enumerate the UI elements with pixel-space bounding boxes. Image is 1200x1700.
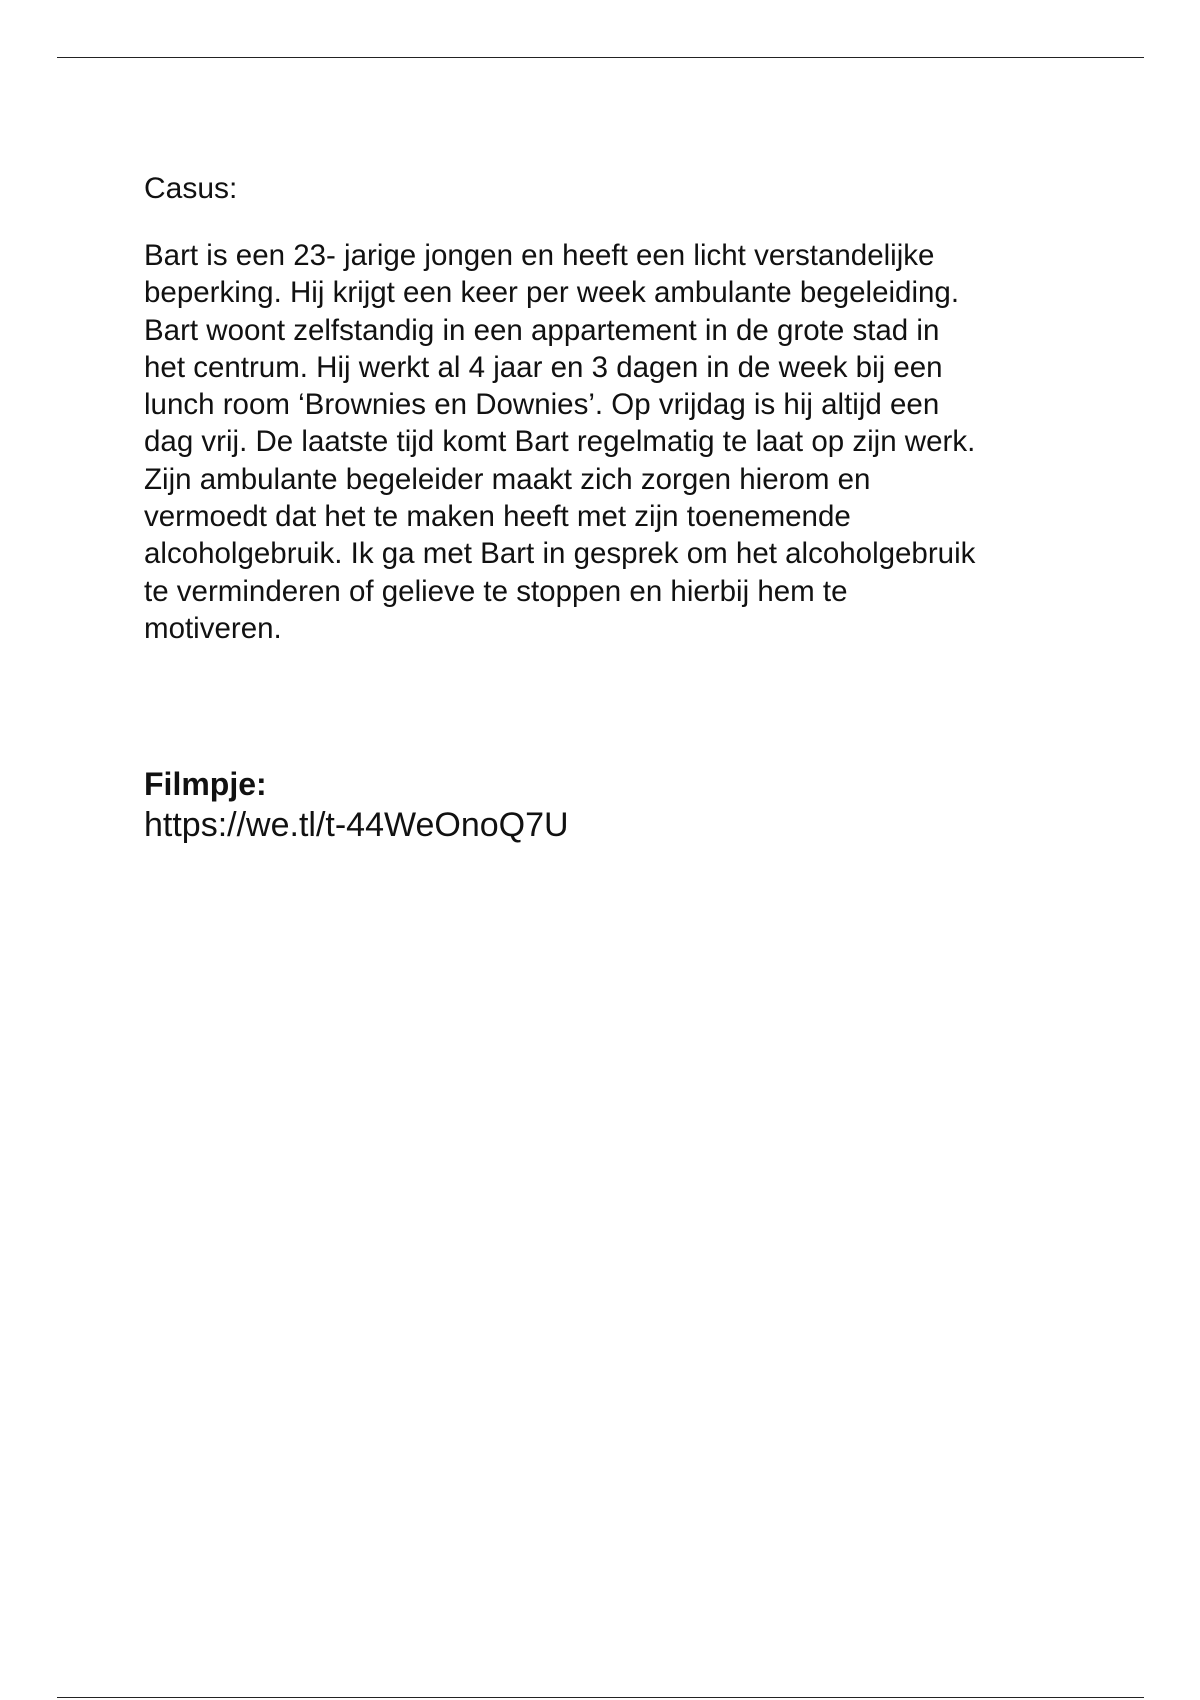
film-link[interactable]: https://we.tl/t-44WeOnoQ7U xyxy=(144,806,569,844)
casus-line: motiveren. xyxy=(144,611,282,645)
casus-section xyxy=(144,170,1074,647)
film-section xyxy=(144,764,569,846)
casus-line: te verminderen of gelieve te stoppen en hierbij hem te xyxy=(144,574,848,608)
top-divider xyxy=(57,57,1144,58)
casus-line: dag vrij. De laatste tijd komt Bart regelmatig te laat op zijn werk. xyxy=(144,425,976,459)
casus-line: Bart woont zelfstandig in een appartement in de grote stad in xyxy=(144,313,940,347)
casus-heading: Casus: xyxy=(144,172,238,205)
casus-line: het centrum. Hij werkt al 4 jaar en 3 dagen in de week bij een xyxy=(144,350,943,384)
casus-line: beperking. Hij krijgt een keer per week ambulante begeleiding. xyxy=(144,276,960,310)
casus-line: alcoholgebruik. Ik ga met Bart in gesprek om het alcoholgebruik xyxy=(144,537,976,571)
bottom-divider xyxy=(57,1697,1144,1698)
casus-line: lunch room ‘Brownies en Downies’. Op vrijdag is hij altijd een xyxy=(144,388,940,422)
film-heading: Filmpje: xyxy=(144,766,267,802)
casus-line: Zijn ambulante begeleider maakt zich zorgen hierom en xyxy=(144,462,871,496)
casus-line: Bart is een 23- jarige jongen en heeft een licht verstandelijke xyxy=(144,239,935,272)
casus-paragraph xyxy=(144,237,1074,647)
casus-line: vermoedt dat het te maken heeft met zijn toenemende xyxy=(144,500,851,534)
